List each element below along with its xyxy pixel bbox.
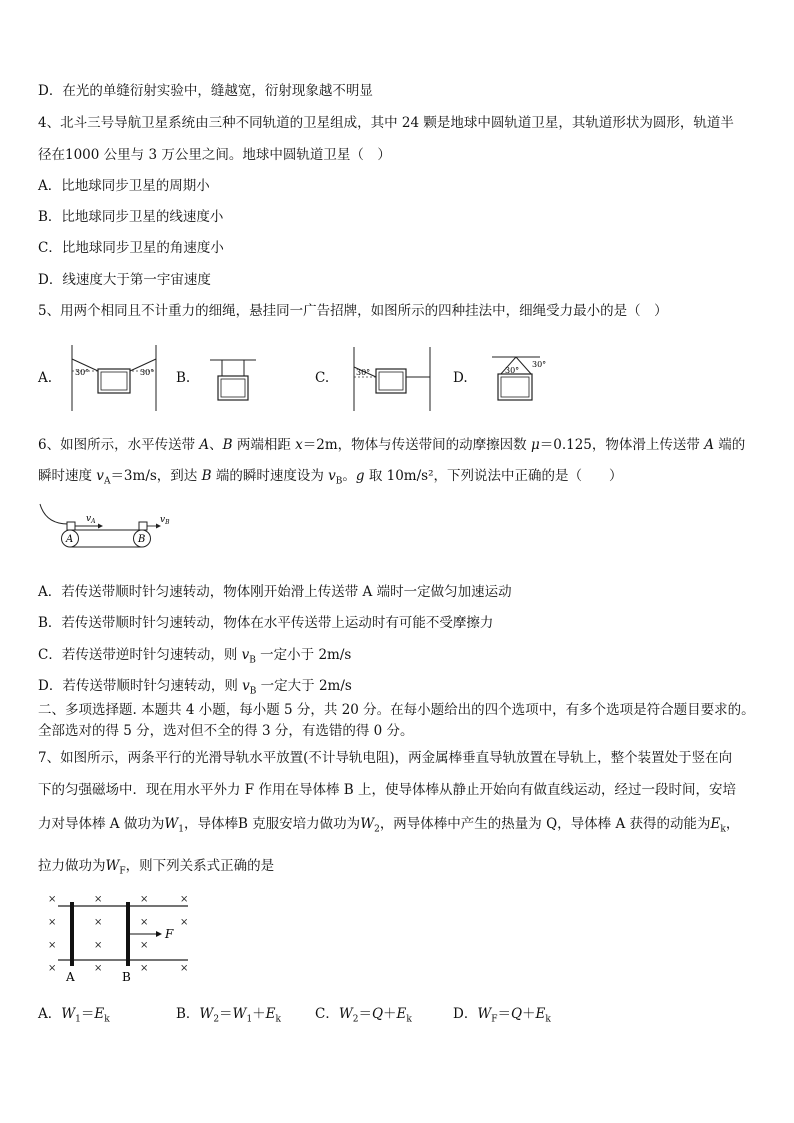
q4-option-a: A．比地球同步卫星的周期小 [38, 178, 210, 194]
q6-option-c: C．若传送带逆时针匀速转动，则 $v_B$ 一定小于 2m/s [38, 647, 352, 666]
svg-text:×: × [180, 894, 189, 905]
q5-label-d: D. [453, 370, 468, 386]
vb-label: $v_B$ [160, 515, 170, 526]
pulley-b-label: B [138, 534, 146, 545]
q4-option-c: C．比地球同步卫星的角速度小 [38, 240, 224, 256]
svg-text:×: × [48, 917, 57, 928]
q7-stem-line3: 力对导体棒 A 做功为$W_1$，导体棒B 克服安培力做功为$W_2$，两导体棒中产生的热量为 Q，导体棒 A 获得的动能为$E_k$， [38, 816, 740, 835]
q7-option-d: D．$W_F=Q+E_k$ [453, 1006, 551, 1025]
q4-option-d: D．线速度大于第一宇宙速度 [38, 272, 211, 288]
q4-stem-line1: 4、北斗三号导航卫星系统由三种不同轨道的卫星组成，其中 24 颗是地球中圆轨道卫星，其轨道形状为圆形，轨道半 [38, 115, 734, 131]
svg-text:×: × [94, 940, 103, 951]
q5-figure-c [350, 347, 435, 413]
q5-stem: 5、用两个相同且不计重力的细绳，悬挂同一广告招牌，如图所示的四种挂法中，细绳受力最小的是（ ） [38, 303, 668, 319]
q5-figure-d [490, 355, 550, 405]
va-label: $v_A$ [86, 514, 96, 525]
force-label: F [165, 927, 174, 941]
q5-figure-a [68, 345, 160, 413]
angle-label: 30° [532, 360, 547, 369]
q5-label-c: C. [315, 370, 330, 386]
svg-text:×: × [94, 894, 103, 905]
svg-text:×: × [48, 940, 57, 951]
q7-rails-figure [40, 888, 200, 984]
svg-text:×: × [140, 917, 149, 928]
q5-figure-b [208, 358, 258, 406]
q6-conveyor-figure [38, 502, 188, 552]
q7-stem-line4: 拉力做功为$W_F$，则下列关系式正确的是 [38, 858, 275, 877]
q6-option-a: A．若传送带顺时针匀速转动，物体刚开始滑上传送带 A 端时一定做匀加速运动 [38, 584, 512, 600]
q4-option-b: B．比地球同步卫星的线速度小 [38, 209, 224, 225]
q7-stem-line2: 下的匀强磁场中．现在用水平外力 F 作用在导体棒 B 上，使导体棒从静止开始向有做直线运动，经过一段时间，安培 [38, 782, 736, 798]
angle-label: 30° [140, 368, 155, 377]
q4-stem-line2: 径在1000 公里与 3 万公里之间。地球中圆轨道卫星（ ） [38, 147, 391, 163]
rod-b-label: B [122, 970, 131, 984]
svg-text:×: × [140, 894, 149, 905]
q5-label-a: A. [38, 370, 53, 386]
q7-stem-line1: 7、如图所示，两条平行的光滑导轨水平放置(不计导轨电阻)，两金属棒垂直导轨放置在导轨上，整个装置处于竖在向 [38, 750, 733, 766]
q7-option-c: C．$W_2=Q+E_k$ [315, 1006, 412, 1025]
q6-option-b: B．若传送带顺时针匀速转动，物体在水平传送带上运动时有可能不受摩擦力 [38, 615, 494, 631]
q6-stem-line2: 瞬时速度 $v_A=3m/s$，到达 B 端的瞬时速度设为 $v_B$。g 取 10m/s²，下列说法中正确的是（ ） [38, 468, 623, 487]
q6-option-d: D．若传送带顺时针匀速转动，则 $v_B$ 一定大于 2m/s [38, 678, 352, 697]
svg-text:×: × [48, 894, 57, 905]
svg-text:×: × [48, 963, 57, 974]
section2-heading-line2: 全部选对的得 5 分，选对但不全的得 3 分，有选错的得 0 分。 [38, 723, 414, 739]
q7-option-b: B．$W_2=W_1+E_k$ [176, 1006, 281, 1025]
option-d-prev: D．在光的单缝衍射实验中，缝越宽，衍射现象越不明显 [38, 83, 373, 99]
svg-text:×: × [94, 917, 103, 928]
angle-label: 30° [505, 366, 520, 375]
svg-text:×: × [140, 940, 149, 951]
q6-stem-line1: 6、如图所示，水平传送带 A、B 两端相距 x＝2m，物体与传送带间的动摩擦因数 μ＝0.125，物体滑上传送带 A 端的 [38, 437, 746, 453]
rod-a-label: A [66, 970, 75, 984]
angle-label: 30° [356, 368, 371, 377]
q7-option-a: A．$W_1=E_k$ [38, 1006, 110, 1025]
section2-heading-line1: 二、多项选择题. 本题共 4 小题，每小题 5 分，共 20 分。在每小题给出的四个选项中，有多个选项是符合题目要求的。 [38, 702, 755, 718]
q5-label-b: B. [176, 370, 191, 386]
svg-text:×: × [140, 963, 149, 974]
pulley-a-label: A [66, 534, 74, 545]
angle-label: 30° [75, 368, 90, 377]
svg-text:×: × [180, 917, 189, 928]
svg-text:×: × [180, 963, 189, 974]
svg-text:×: × [94, 963, 103, 974]
